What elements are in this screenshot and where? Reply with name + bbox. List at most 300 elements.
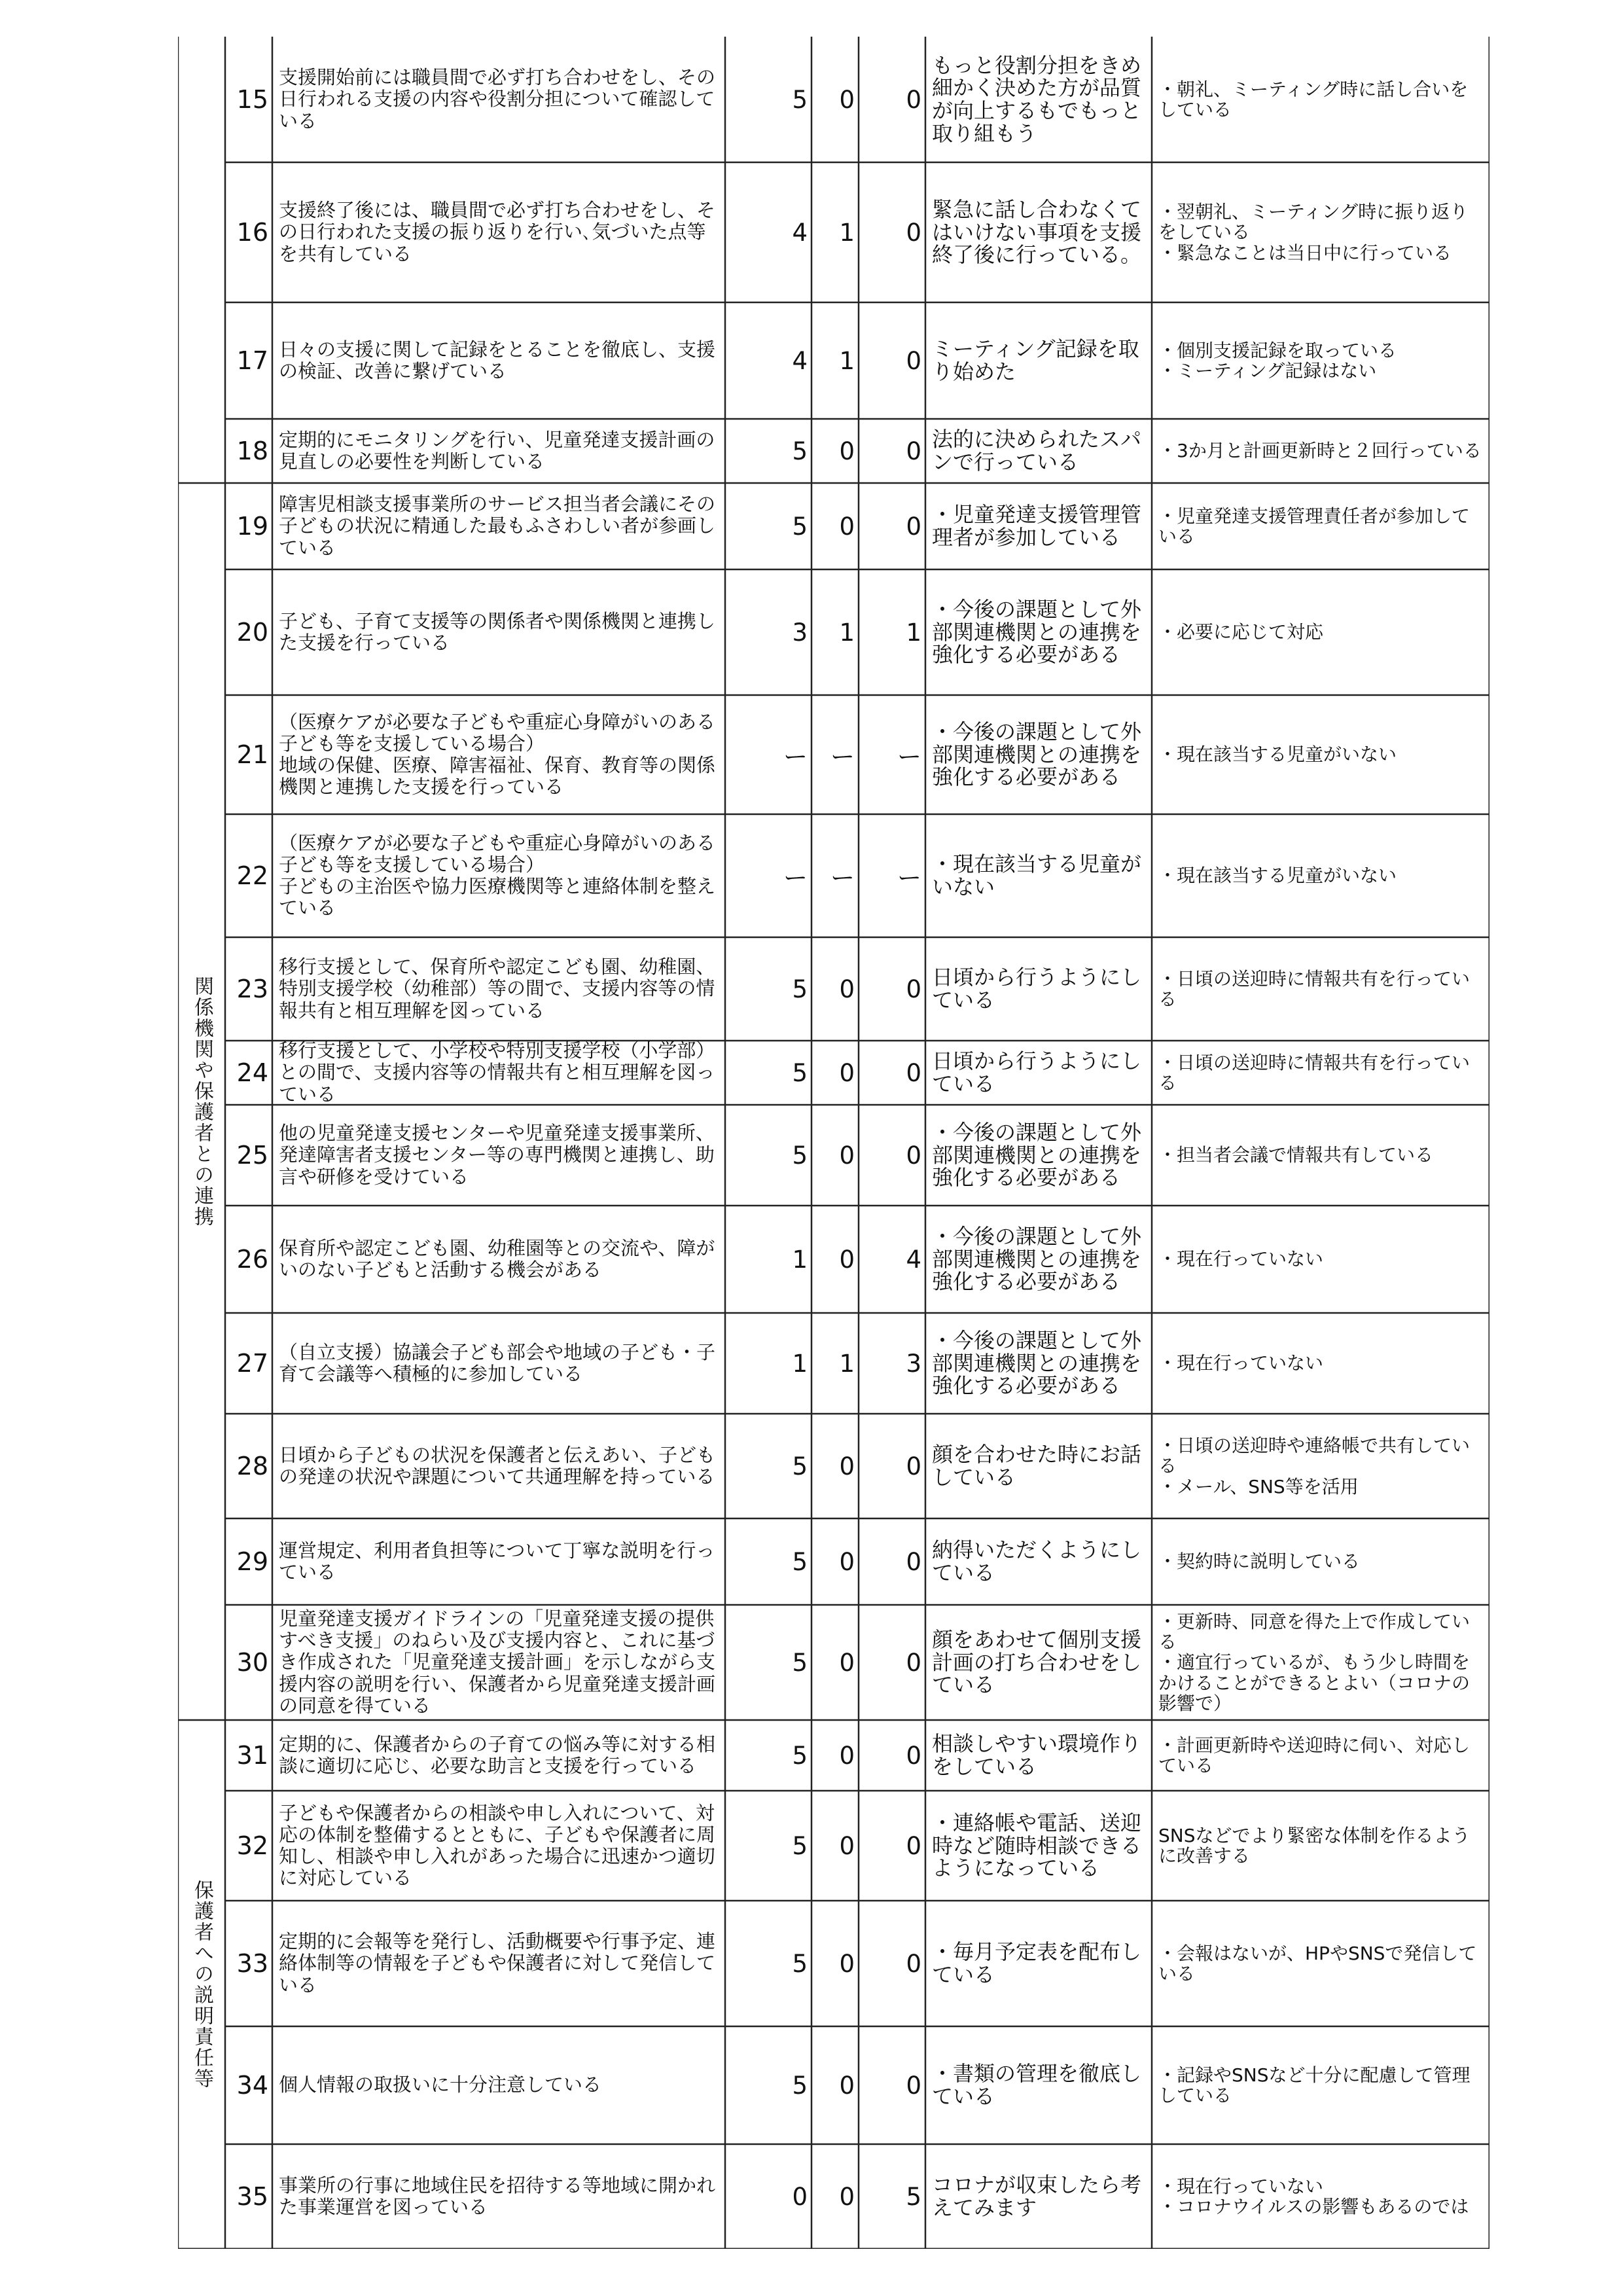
count-yes-text: 4 [792,346,808,375]
improvement-plan [1152,1414,1489,1518]
self-evaluation [925,1206,1152,1313]
self-evaluation [925,1313,1152,1414]
item-description-text: 定期的に、保護者からの子育ての悩み等に対する相談に適切に応じ、必要な助言と支援を行っている [279,1732,716,1777]
count-neither-text: 0 [839,437,855,465]
item-number-text: 31 [236,1741,268,1770]
count-neither [812,1720,859,1791]
count-no [859,695,925,814]
count-neither [812,1518,859,1605]
improvement-plan [1152,1105,1489,1206]
count-neither-text: 0 [839,1741,855,1770]
item-description [272,162,725,302]
count-no [859,37,925,162]
improvement-plan-text: ・日頃の送迎時に情報共有を行っている [1158,1051,1471,1094]
item-description-text: 他の児童発達支援センターや児童発達支援事業所、発達障害者支援センター等の専門機関と連携し、助言や研修を受けている [279,1122,715,1188]
item-number-text: 28 [236,1452,268,1480]
count-yes [725,1105,812,1206]
self-evaluation [925,1105,1152,1206]
self-evaluation [925,1041,1152,1105]
item-description-text: 移行支援として、保育所や認定こども園、幼稚園、特別支援学校（幼稚部）等の間で、支援内容等の情報共有と相互理解を図っている [279,956,715,1022]
count-neither [812,37,859,162]
count-no [859,1206,925,1313]
self-evaluation [925,937,1152,1041]
count-no-text: 0 [906,2071,921,2100]
count-neither-text: 0 [839,2182,855,2211]
count-neither-text: 1 [839,346,855,375]
item-description-text: 支援終了後には、職員間で必ず打ち合わせをし、その日行われた支援の振り返りを行い､気づいた点等を共有している [279,199,716,265]
item-description-text: 定期的に会報等を発行し、活動概要や行事予定、連絡体制等の情報を子どもや保護者に対して発信している [279,1930,716,1996]
item-number [225,1605,272,1720]
count-neither-text: 1 [839,618,855,647]
self-evaluation-text: ・児童発達支援管理管理者が参加している [932,502,1142,550]
count-yes [725,1041,812,1105]
count-neither-text: 0 [839,1831,855,1860]
count-no [859,302,925,419]
self-evaluation-text: ・今後の課題として外部関連機関との連携を強化する必要がある [932,1328,1142,1399]
count-yes-text: 5 [792,437,808,465]
improvement-plan-text: ・3か月と計画更新時と２回行っている [1158,440,1482,462]
count-no [859,1414,925,1518]
count-neither [812,1313,859,1414]
item-number-text: 33 [236,1949,268,1978]
count-yes-text: 5 [792,1452,808,1480]
count-neither-text: 0 [839,1949,855,1978]
self-evaluation [925,1414,1152,1518]
count-no-text: 0 [906,1452,921,1480]
item-number-text: 20 [236,618,268,647]
count-no-text: ー [897,864,921,892]
count-neither-text: 0 [839,1245,855,1274]
count-no [859,1791,925,1901]
count-yes [725,2144,812,2249]
count-yes [725,302,812,419]
count-yes-text: 3 [792,618,808,647]
improvement-plan [1152,937,1489,1041]
improvement-plan-text: ・計画更新時や送迎時に伺い、対応している [1158,1734,1471,1776]
count-neither [812,1105,859,1206]
count-neither-text: 0 [839,1452,855,1480]
count-yes-text: 4 [792,218,808,247]
count-no [859,483,925,569]
count-neither-text: 0 [839,512,855,541]
improvement-plan [1152,2026,1489,2144]
count-no-text: 0 [906,85,921,114]
improvement-plan [1152,1518,1489,1605]
item-number-text: 21 [236,740,268,769]
item-description-text: 事業所の行事に地域住民を招待する等地域に開かれた事業運営を図っている [279,2174,716,2218]
count-no [859,1313,925,1414]
count-no-text: 0 [906,1141,921,1170]
count-no-text: 0 [906,346,921,375]
item-number-text: 26 [236,1245,268,1274]
count-yes-text: 5 [792,1058,808,1087]
improvement-plan-text: ・現在該当する児童がいない [1158,744,1397,766]
count-no [859,1901,925,2026]
self-evaluation-text: 日頃から行うようにしている [932,965,1142,1013]
item-number-text: 29 [236,1547,268,1576]
self-evaluation [925,162,1152,302]
count-no-text: 0 [906,1741,921,1770]
item-description-text: 支援開始前には職員間で必ず打ち合わせをし、その日行われる支援の内容や役割分担について確認している [279,66,716,132]
count-yes [725,419,812,483]
count-no-text: 0 [906,1949,921,1978]
count-neither-text: 1 [839,218,855,247]
item-number [225,695,272,814]
item-description [272,1414,725,1518]
count-neither [812,1605,859,1720]
count-no [859,1720,925,1791]
item-description-text: 個人情報の取扱いに十分注意している [279,2073,602,2096]
self-evaluation-text: 法的に決められたスパンで行っている [932,427,1142,475]
count-yes-text: 5 [792,1141,808,1170]
improvement-plan-text: ・日頃の送迎時に情報共有を行っている [1158,967,1471,1010]
improvement-plan [1152,569,1489,695]
self-evaluation [925,1720,1152,1791]
improvement-plan-text: ・担当者会議で情報共有している [1158,1144,1434,1166]
count-neither-text: 0 [839,1058,855,1087]
item-description [272,37,725,162]
self-evaluation [925,37,1152,162]
count-yes [725,1206,812,1313]
count-no [859,1105,925,1206]
improvement-plan [1152,1206,1489,1313]
count-yes [725,1605,812,1720]
item-number [225,1791,272,1901]
count-no [859,419,925,483]
count-yes-text: 0 [792,2182,808,2211]
count-yes [725,814,812,937]
item-number-text: 35 [236,2182,268,2211]
self-evaluation [925,1518,1152,1605]
improvement-plan [1152,37,1489,162]
item-number [225,2026,272,2144]
count-no [859,1518,925,1605]
item-description [272,1901,725,2026]
item-description-text: 保育所や認定こども園、幼稚園等との交流や、障がいのない子どもと活動する機会がある [279,1236,715,1281]
item-description [272,2144,725,2249]
count-no-text: 0 [906,437,921,465]
count-no-text: 0 [906,975,921,1003]
item-number-text: 23 [236,975,268,1003]
improvement-plan-text: ・更新時、同意を得た上で作成している ・適宜行っているが、もう少し時間をかけることができるとよい（コロナの影響で） [1158,1610,1471,1715]
self-evaluation-text: 納得いただくようにしている [932,1537,1142,1585]
item-number [225,2144,272,2249]
item-description-text: 障害児相談支援事業所のサービス担当者会議にその子どもの状況に精通した最もふさわしい者が参画している [279,493,716,559]
item-number [225,1206,272,1313]
item-description-text: 運営規定、利用者負担等について丁寧な説明を行っている [279,1539,715,1583]
count-neither [812,162,859,302]
count-yes-text: ー [783,743,808,771]
self-evaluation [925,1791,1152,1901]
improvement-plan [1152,1901,1489,2026]
count-yes [725,937,812,1041]
self-evaluation [925,302,1152,419]
count-no [859,2026,925,2144]
item-description [272,814,725,937]
item-number-text: 25 [236,1141,268,1170]
category-label [178,1720,225,2249]
self-evaluation-text: ・今後の課題として外部関連機関との連携を強化する必要がある [932,597,1142,668]
improvement-plan [1152,483,1489,569]
count-neither-text: ー [830,864,855,892]
self-evaluation [925,1605,1152,1720]
count-neither [812,1041,859,1105]
count-neither-text: 0 [839,1547,855,1576]
improvement-plan [1152,814,1489,937]
item-number [225,162,272,302]
improvement-plan [1152,1041,1489,1105]
self-evaluation-text: 緊急に話し合わなくてはいけない事項を支援終了後に行っている。 [932,197,1142,268]
count-neither [812,814,859,937]
improvement-plan-text: ・日頃の送迎時や連絡帳で共有している ・メール、SNS等を活用 [1158,1434,1471,1498]
item-number [225,1901,272,2026]
count-yes-text: 5 [792,85,808,114]
item-number [225,419,272,483]
item-description [272,695,725,814]
count-yes-text: 5 [792,1741,808,1770]
self-evaluation-text: ・現在該当する児童がいない [932,852,1142,899]
item-description [272,1206,725,1313]
count-neither-text: 0 [839,1141,855,1170]
count-no-text: 0 [906,218,921,247]
count-yes [725,162,812,302]
item-number-text: 16 [236,218,268,247]
count-yes-text: 5 [792,512,808,541]
count-no [859,937,925,1041]
category-label [178,37,225,483]
self-evaluation-text: 相談しやすい環境作りをしている [932,1731,1142,1779]
improvement-plan [1152,162,1489,302]
count-neither-text: ー [830,743,855,771]
self-evaluation [925,1901,1152,2026]
item-number [225,1041,272,1105]
self-evaluation [925,814,1152,937]
self-evaluation-text: ・毎月予定表を配布している [932,1939,1142,1987]
item-description [272,2026,725,2144]
count-yes-text: 1 [792,1245,808,1274]
count-yes [725,37,812,162]
item-description-text: 日々の支援に関して記録をとることを徹底し、支援の検証、改善に繋げている [279,338,716,382]
improvement-plan [1152,1720,1489,1791]
improvement-plan [1152,695,1489,814]
category-label-text: 関係機関や保護者との連携 [190,976,213,1227]
count-yes [725,2026,812,2144]
count-yes [725,1901,812,2026]
count-yes [725,1791,812,1901]
count-neither [812,937,859,1041]
count-yes [725,1414,812,1518]
count-neither [812,2026,859,2144]
improvement-plan-text: ・現在行っていない [1158,1352,1324,1374]
item-number-text: 18 [236,437,268,465]
count-yes-text: 5 [792,975,808,1003]
self-evaluation [925,419,1152,483]
count-neither [812,1206,859,1313]
item-description [272,569,725,695]
item-description-text: 日頃から子どもの状況を保護者と伝えあい、子どもの発達の状況や課題について共通理解を持っている [279,1443,716,1488]
count-no-text: 1 [906,618,921,647]
count-no-text: 3 [906,1349,921,1378]
improvement-plan-text: SNSなどでより緊密な体制を作るように改善する [1158,1824,1471,1867]
self-evaluation-text: ・今後の課題として外部関連機関との連携を強化する必要がある [932,1224,1142,1295]
self-evaluation-text: 顔を合わせた時にお話している [932,1442,1142,1490]
improvement-plan [1152,419,1489,483]
self-evaluation [925,695,1152,814]
self-evaluation [925,2144,1152,2249]
item-description [272,1041,725,1105]
improvement-plan [1152,1313,1489,1414]
item-description [272,937,725,1041]
count-neither [812,483,859,569]
count-neither-text: 0 [839,2071,855,2100]
count-neither [812,302,859,419]
count-neither [812,695,859,814]
count-no-text: 0 [906,1831,921,1860]
item-description [272,1313,725,1414]
item-number [225,1720,272,1791]
improvement-plan-text: ・現在行っていない [1158,1248,1324,1270]
count-yes [725,569,812,695]
count-neither [812,1901,859,2026]
count-no-text: 0 [906,1648,921,1677]
item-description-text: 児童発達支援ガイドラインの「児童発達支援の提供すべき支援」のねらい及び支援内容と、これに基づき作成された「児童発達支援計画」を示しながら支援内容の説明を行い、保護者から児童発達支援計画の同意を得ている [279,1607,716,1717]
item-number [225,1105,272,1206]
count-yes-text: ー [783,864,808,892]
improvement-plan-text: ・翌朝礼、ミーティング時に振り返りをしている ・緊急なことは当日中に行っている [1158,200,1469,264]
item-number-text: 15 [236,85,268,114]
count-no [859,1041,925,1105]
count-yes-text: 5 [792,1949,808,1978]
improvement-plan [1152,302,1489,419]
improvement-plan [1152,1791,1489,1901]
self-evaluation-text: ・書類の管理を徹底している [932,2061,1142,2109]
item-number-text: 34 [236,2071,268,2100]
count-yes-text: 1 [792,1349,808,1378]
count-yes-text: 5 [792,2071,808,2100]
count-neither [812,1414,859,1518]
item-description [272,483,725,569]
count-no-text: 5 [906,2182,921,2211]
self-evaluation-text: ・今後の課題として外部関連機関との連携を強化する必要がある [932,1120,1142,1191]
item-number [225,1518,272,1605]
item-description [272,302,725,419]
self-evaluation [925,569,1152,695]
count-no-text: 0 [906,1058,921,1087]
count-yes [725,483,812,569]
count-yes [725,1720,812,1791]
item-description [272,1720,725,1791]
improvement-plan [1152,2144,1489,2249]
improvement-plan-text: ・契約時に説明している [1158,1551,1361,1573]
evaluation-table [178,37,1489,2249]
item-number [225,569,272,695]
item-number [225,814,272,937]
count-yes [725,1518,812,1605]
count-neither [812,2144,859,2249]
count-neither-text: 0 [839,1648,855,1677]
self-evaluation-text: ・今後の課題として外部関連機関との連携を強化する必要がある [932,719,1142,790]
category-label [178,483,225,1720]
improvement-plan-text: ・児童発達支援管理責任者が参加している [1158,505,1471,547]
improvement-plan [1152,1605,1489,1720]
count-no [859,1605,925,1720]
improvement-plan-text: ・会報はないが、HPやSNSで発信している [1158,1942,1477,1984]
improvement-plan-text: ・朝礼、ミーティング時に話し合いをしている [1158,78,1469,120]
item-description [272,1518,725,1605]
count-neither-text: 0 [839,85,855,114]
count-neither [812,569,859,695]
count-no [859,814,925,937]
item-number-text: 24 [236,1058,268,1087]
count-no [859,162,925,302]
count-neither-text: 0 [839,975,855,1003]
count-yes [725,1313,812,1414]
self-evaluation-text: もっと役割分担をきめ細かく決めた方が品質が向上するもでもっと取り組もう [932,52,1142,146]
count-yes-text: 5 [792,1831,808,1860]
item-number [225,1414,272,1518]
count-yes-text: 5 [792,1547,808,1576]
item-description-text: 移行支援として、小学校や特別支援学校（小学部）との間で、支援内容等の情報共有と相互理解を図っている [279,1041,715,1105]
improvement-plan-text: ・記録やSNSなど十分に配慮して管理している [1158,2064,1471,2106]
item-number [225,302,272,419]
count-neither [812,419,859,483]
self-evaluation [925,2026,1152,2144]
self-evaluation [925,483,1152,569]
item-number [225,937,272,1041]
count-no-text: 4 [906,1245,921,1274]
item-number [225,1313,272,1414]
item-number-text: 19 [236,512,268,541]
item-description [272,419,725,483]
item-description-text: （医療ケアが必要な子どもや重症心身障がいのある子ども等を支援している場合） 地域の保健、医療、障害福祉、保育、教育等の関係機関と連携した支援を行っている [279,710,716,798]
category-label-text: 保護者への説明責任等 [190,1880,213,2089]
item-description-text: 定期的にモニタリングを行い、児童発達支援計画の見直しの必要性を判断している [279,428,715,473]
improvement-plan-text: ・現在該当する児童がいない [1158,865,1397,887]
item-number-text: 22 [236,861,268,890]
self-evaluation-text: 顔をあわせて個別支援計画の打ち合わせをしている [932,1627,1142,1698]
improvement-plan-text: ・現在行っていない ・コロナウイルスの影響もあるのでは [1158,2175,1469,2217]
count-neither-text: 1 [839,1349,855,1378]
item-description-text: （医療ケアが必要な子どもや重症心身障がいのある子ども等を支援している場合） 子どもの主治医や協力医療機関等と連絡体制を整えている [279,831,716,920]
item-description-text: 子どもや保護者からの相談や申し入れについて、対応の体制を整備するとともに、子どもや保護者に周知し、相談や申し入れがあった場合に迅速かつ適切に対応している [279,1801,716,1890]
item-number-text: 17 [236,346,268,375]
item-number-text: 27 [236,1349,268,1378]
item-description [272,1791,725,1901]
item-description-text: 子ども、子育て支援等の関係者や関係機関と連携した支援を行っている [279,609,716,654]
count-no-text: ー [897,743,921,771]
count-no [859,569,925,695]
self-evaluation-text: ミーティング記録を取り始めた [932,336,1139,384]
item-description-text: （自立支援）協議会子ども部会や地域の子ども・子育て会議等へ積極的に参加している [279,1340,716,1385]
count-yes-text: 5 [792,1648,808,1677]
improvement-plan-text: ・必要に応じて対応 [1158,621,1324,643]
item-description [272,1105,725,1206]
self-evaluation-text: 日頃から行うようにしている [932,1049,1142,1096]
self-evaluation-text: コロナが収束したら考えてみます [932,2172,1142,2220]
count-no [859,2144,925,2249]
improvement-plan-text: ・個別支援記録を取っている ・ミーティング記録はない [1158,339,1397,382]
item-number-text: 32 [236,1831,268,1860]
count-neither [812,1791,859,1901]
item-number-text: 30 [236,1648,268,1677]
count-no-text: 0 [906,512,921,541]
item-number [225,483,272,569]
count-yes [725,695,812,814]
item-number [225,37,272,162]
self-evaluation-text: ・連絡帳や電話、送迎時など随時相談できるようになっている [932,1810,1142,1881]
item-description [272,1605,725,1720]
count-no-text: 0 [906,1547,921,1576]
